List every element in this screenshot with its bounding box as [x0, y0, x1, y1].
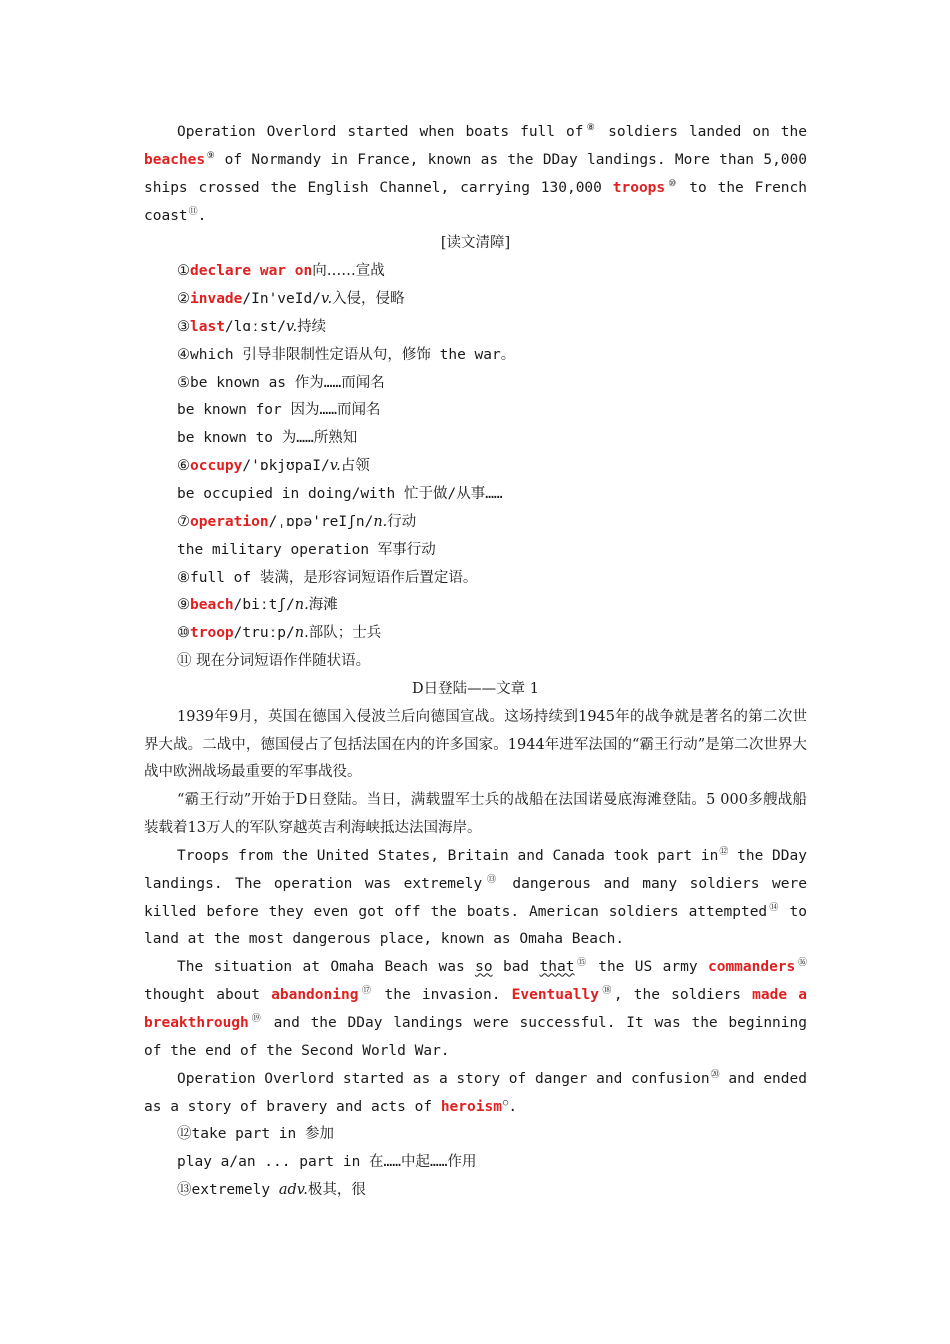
- phonetic: /ˌɒpə'reIʃn/: [268, 513, 374, 530]
- text: Operation Overlord started as a story of danger and confusion: [177, 1070, 710, 1087]
- text: to the French coast: [144, 179, 807, 224]
- phonetic: /'ɒkjʊpaI/: [242, 458, 330, 475]
- note-line: [144, 620, 807, 648]
- english-paragraph-3: [144, 954, 807, 1065]
- note-line: [144, 565, 807, 593]
- note-text: ⑤be known as 作为……而闻名: [177, 374, 385, 391]
- note-text: 海滩: [308, 597, 338, 614]
- note-text: 入侵，侵略: [332, 291, 405, 308]
- vocab-word: commanders: [707, 959, 796, 976]
- note-marker: ⑳: [710, 1069, 720, 1080]
- underlined-word: that: [539, 959, 575, 976]
- note-text: ⑪ 现在分词短语作伴随状语。: [177, 653, 371, 670]
- note-marker: ⑩: [666, 178, 679, 189]
- note-line: [144, 1177, 807, 1205]
- note-line: [144, 258, 807, 286]
- note-line: [144, 314, 807, 342]
- vocab-word: abandoning: [271, 987, 359, 1004]
- phonetic: /lɑːst/: [224, 318, 287, 335]
- vocab-word: declare war on: [190, 263, 313, 280]
- note-text: 向……宣战: [312, 263, 385, 280]
- note-line: [144, 592, 807, 620]
- note-line: [144, 481, 807, 509]
- text: the invasion.: [373, 987, 512, 1004]
- vocab-word: last: [190, 318, 225, 335]
- note-line: ⑫take part in 参加: [177, 1126, 334, 1143]
- note-line: [144, 370, 807, 398]
- part-of-speech: v.: [286, 318, 298, 335]
- note-marker: ⑬: [483, 874, 500, 885]
- text: .: [197, 207, 207, 224]
- note-marker: ⑮: [575, 958, 588, 969]
- note-marker: ○: [502, 1097, 509, 1108]
- note-marker: ⑨: [206, 150, 216, 161]
- note-text: 部队；士兵: [308, 625, 382, 642]
- text: the US army: [587, 959, 708, 976]
- english-paragraph-4: [144, 1066, 807, 1122]
- text: The situation at Omaha Beach was: [177, 959, 476, 976]
- vocab-word: heroism: [440, 1098, 502, 1115]
- chinese-paragraph-1: 1939年9月，英国在德国入侵波兰后向德国宣战。这场持续到1945年的战争就是著名的第二次世界大战。二战中，德国侵占了包括法国在内的许多国家。1944年进军法国的“霸王行动”是第二次世界大战中欧洲战场最重要的军事战役。: [144, 708, 807, 781]
- note-text: be occupied in doing/with 忙于做/从事……: [177, 485, 503, 502]
- note-text: 行动: [387, 513, 417, 530]
- note-line: [144, 342, 807, 370]
- note-marker: ⑫: [719, 846, 729, 857]
- note-line: play a/an ... part in 在……中起……作用: [177, 1154, 477, 1171]
- phonetic: /biːtʃ/: [233, 597, 295, 614]
- part-of-speech: adv.: [278, 1182, 308, 1199]
- note-text: ④which 引导非限制性定语从句，修饰 the war。: [177, 346, 516, 363]
- phonetic: /In'veId/: [242, 291, 321, 308]
- vocab-word: Eventually: [511, 987, 599, 1004]
- english-paragraph-1: [144, 119, 807, 230]
- note-number: ⑩: [177, 625, 190, 642]
- document-body: [144, 119, 807, 1205]
- note-line: [144, 286, 807, 314]
- part-of-speech: n.: [294, 597, 309, 614]
- section-header: [读文清障]: [440, 235, 511, 252]
- vocab-word: beaches: [144, 151, 206, 168]
- note-text: 占领: [340, 458, 370, 475]
- note-line: [144, 648, 807, 676]
- note-text: ⑬extremely: [177, 1182, 279, 1199]
- text: to land at the most dangerous place, known as Omaha Beach.: [144, 903, 807, 948]
- note-number: ②: [177, 291, 190, 308]
- note-number: ⑥: [177, 458, 190, 475]
- note-line: [144, 453, 807, 481]
- vocab-word: beach: [190, 597, 234, 614]
- vocab-word: operation: [190, 513, 269, 530]
- note-text: the military operation 军事行动: [177, 541, 436, 558]
- note-text: be known for 因为……而闻名: [177, 402, 381, 419]
- text: thought about: [144, 987, 272, 1004]
- note-text: 持续: [297, 318, 327, 335]
- note-line: [144, 397, 807, 425]
- note-text: 极其，很: [307, 1182, 366, 1199]
- note-marker: ⑪: [188, 206, 198, 217]
- text: the DDay landings. The operation was extremely: [144, 847, 807, 892]
- vocab-word: invade: [190, 291, 243, 308]
- text: dangerous and many soldiers were killed before they even got off the boats. American soldiers attempted: [144, 875, 807, 920]
- note-line: [144, 509, 807, 537]
- part-of-speech: v.: [320, 291, 333, 308]
- note-number: ⑦: [177, 513, 190, 530]
- note-marker: ⑱: [599, 986, 614, 997]
- note-number: ①: [177, 263, 190, 280]
- text: Troops from the United States, Britain and Canada took part in: [177, 847, 719, 864]
- part-of-speech: v.: [329, 458, 341, 475]
- note-number: ⑨: [177, 597, 190, 614]
- note-marker: ⑧: [584, 123, 598, 133]
- article-title: D日登陆——文章 1: [412, 680, 539, 697]
- vocab-word: made a breakthrough: [144, 987, 807, 1031]
- english-paragraph-2: [144, 843, 807, 954]
- text: and the DDay landings were successful. It was the beginning of the end of the Second World War.: [144, 1015, 807, 1059]
- note-number: ③: [177, 318, 190, 335]
- text: , the soldiers: [613, 987, 753, 1004]
- note-line: [144, 537, 807, 565]
- underlined-word: so: [475, 959, 493, 976]
- text: soldiers landed on the: [597, 124, 807, 140]
- vocab-word: occupy: [190, 458, 243, 475]
- text: bad: [492, 959, 540, 976]
- chinese-paragraph-2: “霸王行动”开始于D日登陆。当日，满载盟军士兵的战船在法国诺曼底海滩登陆。5 000多艘战船装载着13万人的军队穿越英吉利海峡抵达法国海岸。: [144, 792, 807, 837]
- text: Operation Overlord started when boats full of: [177, 124, 584, 140]
- part-of-speech: n.: [294, 625, 309, 642]
- note-marker: ⑭: [768, 902, 780, 913]
- vocab-word: troops: [612, 179, 666, 196]
- note-marker: ⑲: [249, 1014, 263, 1024]
- note-line: [144, 425, 807, 453]
- phonetic: /truːp/: [233, 625, 295, 642]
- text: and ended as a story of bravery and acts of: [144, 1070, 807, 1115]
- text: of Normandy in France, known as the DDay landings. More than 5,000 ships crossed the English Channel, carrying 130,000: [144, 151, 807, 196]
- note-text: be known to 为……所熟知: [177, 430, 358, 447]
- note-text: ⑧full of 装满，是形容词短语作后置定语。: [177, 569, 478, 586]
- vocab-word: troop: [190, 625, 234, 642]
- part-of-speech: n.: [373, 513, 388, 530]
- note-marker: ⑰: [359, 986, 374, 997]
- note-marker: ⑯: [796, 958, 807, 969]
- text: .: [508, 1098, 518, 1115]
